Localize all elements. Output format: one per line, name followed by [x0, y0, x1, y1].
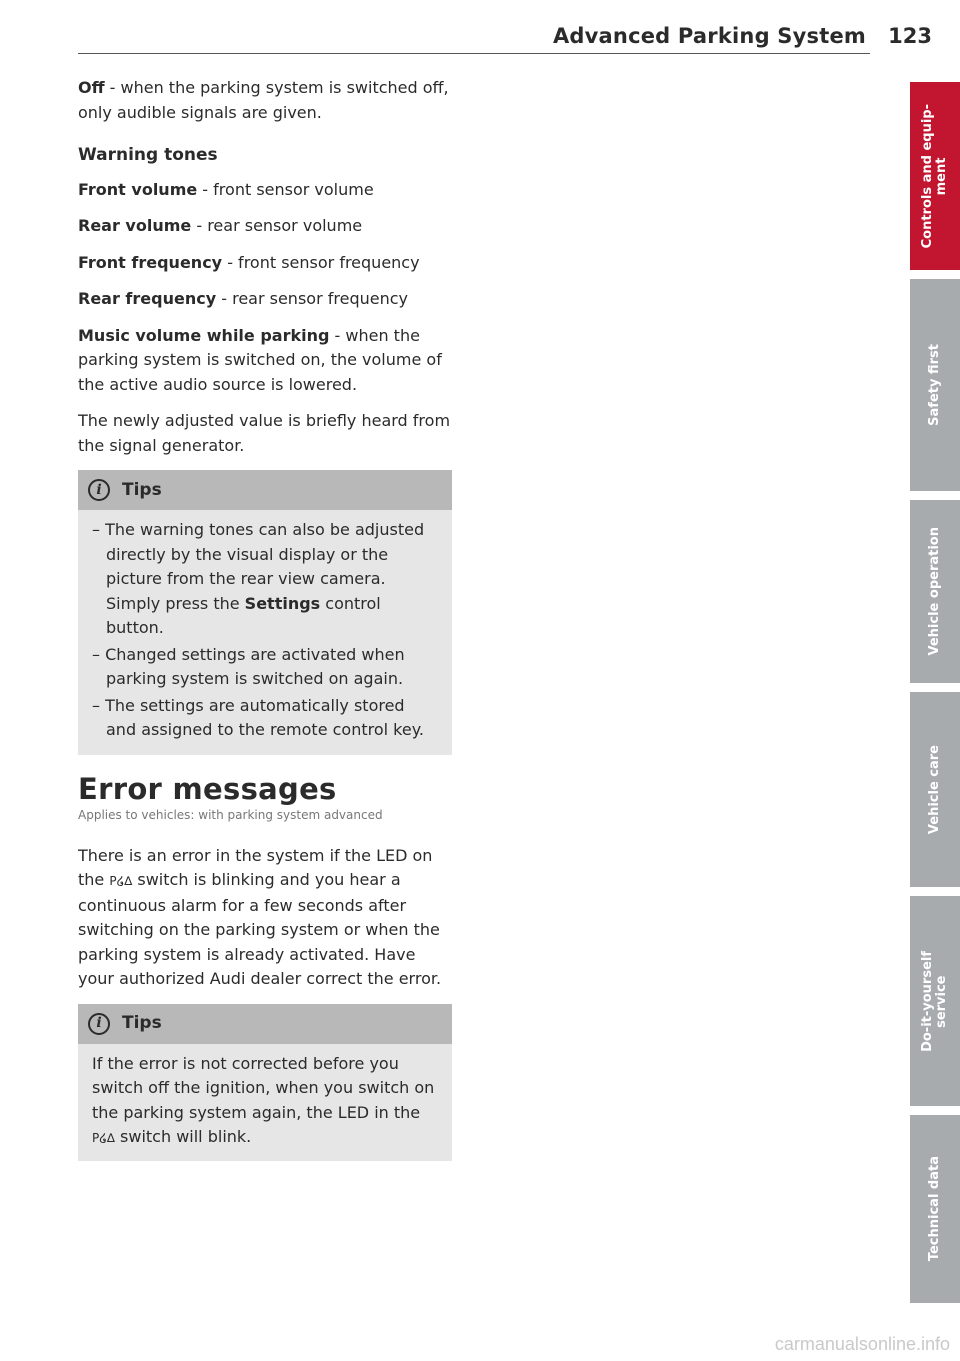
section-title: Error messages: [78, 771, 337, 806]
tab-label: Technical data: [927, 1156, 942, 1262]
tip-text: switch will blink.: [114, 1127, 252, 1146]
tab-technical-data[interactable]: [910, 1115, 960, 1303]
tab-label: Do-it-yourself service: [920, 950, 949, 1052]
setting-item: [78, 178, 452, 203]
tip-paragraph: [92, 1052, 438, 1151]
tips-body: [78, 510, 452, 751]
setting-text: - front sensor volume: [197, 179, 374, 199]
setting-term: Rear volume: [78, 216, 192, 235]
error-paragraph: [78, 844, 452, 992]
parking-switch-symbol: P໒∆: [109, 874, 133, 888]
info-icon: i: [88, 1013, 110, 1035]
tab-vehicle-care[interactable]: [910, 692, 960, 887]
setting-term: Front volume: [78, 179, 198, 199]
adjusted-value-note: The newly adjusted value is briefly heard from the signal generator.: [78, 411, 451, 455]
tips-label: Tips: [122, 1013, 162, 1034]
tips-label: Tips: [122, 479, 162, 500]
tab-label: Vehicle operation: [927, 527, 942, 656]
content-column: [78, 76, 452, 1175]
settings-term: Settings: [244, 593, 321, 613]
tips-box: [78, 470, 452, 755]
page-header-title: Advanced Parking System: [552, 24, 866, 48]
setting-item: [78, 214, 452, 239]
setting-item: [78, 324, 452, 398]
setting-text: - rear sensor volume: [191, 216, 363, 235]
setting-text: - when the parking system is switched on, the volume of the active audio source is lowered.: [78, 325, 442, 394]
tip-text: control button.: [106, 593, 381, 637]
header-divider: [78, 53, 870, 54]
off-text: - when the parking system is switched off, only audible signals are given.: [78, 78, 449, 122]
tab-label: Safety first: [927, 344, 942, 426]
tab-label: Controls and equip- ment: [920, 103, 949, 249]
setting-term: Rear frequency: [78, 289, 217, 308]
tip-item: [92, 518, 438, 641]
setting-text: - front sensor frequency: [222, 252, 420, 272]
info-icon: i: [88, 479, 110, 501]
setting-term: Music volume while parking: [78, 325, 330, 345]
tab-safety-first[interactable]: [910, 279, 960, 491]
tips-body: [78, 1044, 452, 1157]
warning-tones-heading: Warning tones: [78, 145, 218, 165]
setting-term: Front frequency: [78, 252, 223, 272]
off-paragraph: [78, 76, 452, 125]
applies-note: Applies to vehicles: with parking system advanced: [78, 808, 383, 822]
tip-text: The warning tones can also be adjusted directly by the visual display or the picture from the rear view camera. Simply press the: [105, 520, 425, 613]
tip-item: – Changed settings are activated when parking system is switched on again.: [92, 643, 438, 692]
tips-header: [78, 470, 452, 510]
tip-text: If the error is not corrected before you switch off the ignition, when you switch on the parking system again, the LED in the: [92, 1053, 435, 1122]
tab-label: Vehicle care: [927, 744, 942, 835]
watermark: carmanualsonline.info: [774, 1334, 950, 1354]
error-text: There is an error in the system if the LED on the: [78, 845, 433, 889]
setting-item: [78, 287, 452, 312]
off-term: Off: [78, 78, 105, 97]
setting-item: [78, 251, 452, 276]
setting-text: - rear sensor frequency: [216, 289, 408, 308]
page-number: 123: [888, 24, 932, 48]
tips-box: [78, 1004, 452, 1161]
tips-header: [78, 1004, 452, 1044]
error-text: switch is blinking and you hear a continuous alarm for a few seconds after switching on the parking system or when the parking system is already activated. Have your authorized Audi dealer correct the error.: [78, 870, 442, 988]
tab-controls-and-equipment[interactable]: [910, 82, 960, 270]
parking-switch-symbol: P໒∆: [92, 1131, 115, 1145]
tip-item: – The settings are automatically stored and assigned to the remote control key.: [92, 694, 438, 743]
tab-vehicle-operation[interactable]: [910, 500, 960, 683]
tab-do-it-yourself-service[interactable]: [910, 896, 960, 1106]
chapter-sidebar: [910, 82, 960, 1312]
